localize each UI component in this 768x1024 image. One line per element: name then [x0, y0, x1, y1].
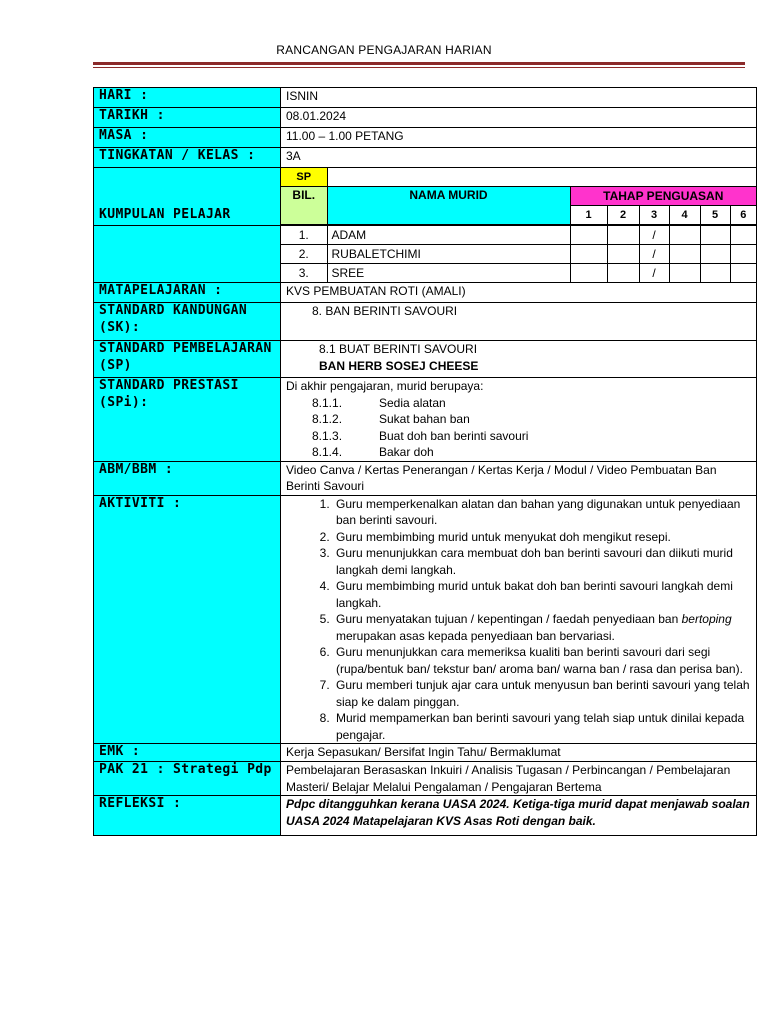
row-kumpulan-students: [94, 226, 757, 283]
spi-item-number: 8.1.2.: [312, 412, 343, 426]
sp-blank: [327, 168, 756, 187]
mark-cell: [570, 245, 607, 264]
label-emk: EMK :: [94, 744, 281, 762]
document-title: RANCANGAN PENGAJARAN HARIAN: [276, 43, 492, 57]
value-abm: Video Canva / Kertas Penerangan / Kertas Kerja / Modul / Video Pembuatan Ban Berinti Savouri: [281, 461, 757, 495]
row-tingkatan: [94, 148, 757, 168]
student-row: [281, 226, 756, 245]
row-hari: [94, 88, 757, 108]
activity-item: [333, 611, 751, 644]
activity-list: [286, 496, 751, 744]
value-refleksi: Pdpc ditangguhkan kerana UASA 2024. Ketiga-tiga murid dapat menjawab soalan UASA 2024 Matapelajaran KVS Asas Roti dengan baik.: [281, 796, 757, 836]
activity-item: 1. Guru memperkenalkan alatan dan bahan yang digunakan untuk penyediaan ban berinti savouri.: [333, 496, 751, 529]
activity-emphasis: bertoping: [681, 612, 732, 626]
value-sp: [281, 341, 757, 378]
mark-cell: /: [639, 264, 669, 283]
row-aktiviti: [94, 495, 757, 744]
label-kumpulan-blank: [94, 226, 281, 283]
row-sk: [94, 303, 757, 341]
row-spi: [94, 378, 757, 462]
activity-item: 4. Guru membimbing murid untuk bakat doh ban berinti savouri langkah demi langkah.: [333, 578, 751, 611]
activity-item: 7. Guru memberi tunjuk ajar cara untuk menyusun ban berinti savouri yang telah siap ke dalam pinggan.: [333, 677, 751, 710]
row-emk: [94, 744, 757, 762]
student-row: [281, 264, 756, 283]
label-hari: HARI :: [94, 88, 281, 108]
sp-text-bold: BAN HERB SOSEJ CHEESE: [319, 358, 479, 373]
student-name: SREE: [327, 264, 570, 283]
mark-cell: /: [639, 226, 669, 245]
label-tingkatan: TINGKATAN / KELAS :: [94, 148, 281, 168]
value-spi: [281, 378, 757, 462]
spi-item: [286, 444, 751, 461]
mark-cell: [730, 226, 756, 245]
sp-label: SP: [281, 168, 327, 187]
mark-cell: [669, 264, 700, 283]
spi-item-text: Sedia alatan: [379, 395, 446, 410]
mark-cell: [570, 226, 607, 245]
label-spi: STANDARD PRESTASI (SPi):: [94, 378, 281, 462]
mark-cell: [607, 264, 639, 283]
label-kumpulan: KUMPULAN PELAJAR: [94, 168, 281, 226]
row-pak21: [94, 762, 757, 796]
label-sk: STANDARD KANDUNGAN (SK):: [94, 303, 281, 341]
row-abm: [94, 461, 757, 495]
label-matapelajaran: MATAPELAJARAN :: [94, 283, 281, 303]
lesson-plan-table: [93, 87, 757, 836]
row-matapelajaran: [94, 283, 757, 303]
level-3-header: 3: [639, 206, 669, 225]
spi-item-text: Sukat bahan ban: [379, 412, 470, 426]
student-row: [281, 245, 756, 264]
label-masa: MASA :: [94, 128, 281, 148]
tahap-penguasaan-header: TAHAP PENGUASAN: [570, 187, 756, 206]
sk-text: 8. BAN BERINTI SAVOURI: [312, 304, 458, 318]
header-rule-thick: [93, 62, 745, 65]
level-2-header: 2: [607, 206, 639, 225]
kumpulan-students-cell: [281, 226, 757, 283]
value-matapelajaran: KVS PEMBUATAN ROTI (AMALI): [281, 283, 757, 303]
spi-item: [286, 428, 751, 445]
spi-item-number: 8.1.1.: [312, 395, 343, 410]
student-bil: 1.: [281, 226, 327, 245]
kumpulan-header-cell: [281, 168, 757, 226]
activity-text: Guru menyatakan tujuan / kepentingan / faedah penyediaan ban: [336, 612, 682, 626]
mark-cell: [669, 245, 700, 264]
student-group-header: [281, 168, 756, 225]
student-name: ADAM: [327, 226, 570, 245]
row-sp: [94, 341, 757, 378]
value-aktiviti: [281, 495, 757, 744]
nama-murid-header: NAMA MURID: [327, 187, 570, 225]
mark-cell: [700, 264, 730, 283]
sp-text: 8.1 BUAT BERINTI SAVOURI: [319, 342, 478, 356]
label-refleksi: REFLEKSI :: [94, 796, 281, 836]
value-hari: ISNIN: [281, 88, 757, 108]
label-tarikh: TARIKH :: [94, 108, 281, 128]
mark-cell: [607, 226, 639, 245]
mark-cell: /: [639, 245, 669, 264]
label-pak21: PAK 21 : Strategi Pdp: [94, 762, 281, 796]
spi-item-number: 8.1.3.: [312, 428, 343, 443]
student-bil: 3.: [281, 264, 327, 283]
mark-cell: [570, 264, 607, 283]
label-abm: ABM/BBM :: [94, 461, 281, 495]
student-list: [281, 226, 756, 282]
mark-cell: [669, 226, 700, 245]
student-name: RUBALETCHIMI: [327, 245, 570, 264]
value-masa: 11.00 – 1.00 PETANG: [281, 128, 757, 148]
value-sk: [281, 303, 757, 341]
spi-item-number: 8.1.4.: [312, 445, 343, 459]
level-4-header: 4: [669, 206, 700, 225]
spi-item-text: Bakar doh: [379, 445, 434, 459]
value-emk: Kerja Sepasukan/ Bersifat Ingin Tahu/ Bermaklumat: [281, 744, 757, 762]
activity-item: 6. Guru menunjukkan cara memeriksa kualiti ban berinti savouri dari segi (rupa/bentuk ban/ tekstur ban/ aroma ban/ warna ban / rasa dan perisa ban).: [333, 644, 751, 677]
level-1-header: 1: [570, 206, 607, 225]
activity-item: 2. Guru membimbing murid untuk menyukat doh mengikut resepi.: [333, 529, 751, 546]
activity-text: merupakan asas kepada penyediaan ban bervariasi.: [336, 628, 615, 643]
activity-item: 3. Guru menunjukkan cara membuat doh ban berinti savouri dan diikuti murid langkah demi langkah.: [333, 545, 751, 578]
row-masa: [94, 128, 757, 148]
activity-item: 8. Murid mempamerkan ban berinti savouri yang telah siap untuk dinilai kepada pengajar.: [333, 710, 751, 743]
student-bil: 2.: [281, 245, 327, 264]
spi-item: [286, 411, 751, 428]
label-sp: STANDARD PEMBELAJARAN (SP): [94, 341, 281, 378]
value-pak21: Pembelajaran Berasaskan Inkuiri / Analisis Tugasan / Perbincangan / Pembelajaran Masteri/ Belajar Melalui Pengalaman / Pengajaran Bertema: [281, 762, 757, 796]
level-6-header: 6: [730, 206, 756, 225]
spi-intro: Di akhir pengajaran, murid berupaya:: [286, 379, 484, 393]
row-refleksi: [94, 796, 757, 836]
level-5-header: 5: [700, 206, 730, 225]
row-tarikh: [94, 108, 757, 128]
mark-cell: [730, 245, 756, 264]
spi-item: [286, 395, 751, 412]
label-aktiviti: AKTIVITI :: [94, 495, 281, 744]
mark-cell: [607, 245, 639, 264]
mark-cell: [700, 226, 730, 245]
value-tingkatan: 3A: [281, 148, 757, 168]
spi-item-text: Buat doh ban berinti savouri: [379, 428, 529, 443]
row-kumpulan-header: [94, 168, 757, 226]
header-rule-thin: [93, 67, 745, 68]
mark-cell: [700, 245, 730, 264]
value-tarikh: 08.01.2024: [281, 108, 757, 128]
bil-header: BIL.: [281, 187, 327, 225]
mark-cell: [730, 264, 756, 283]
